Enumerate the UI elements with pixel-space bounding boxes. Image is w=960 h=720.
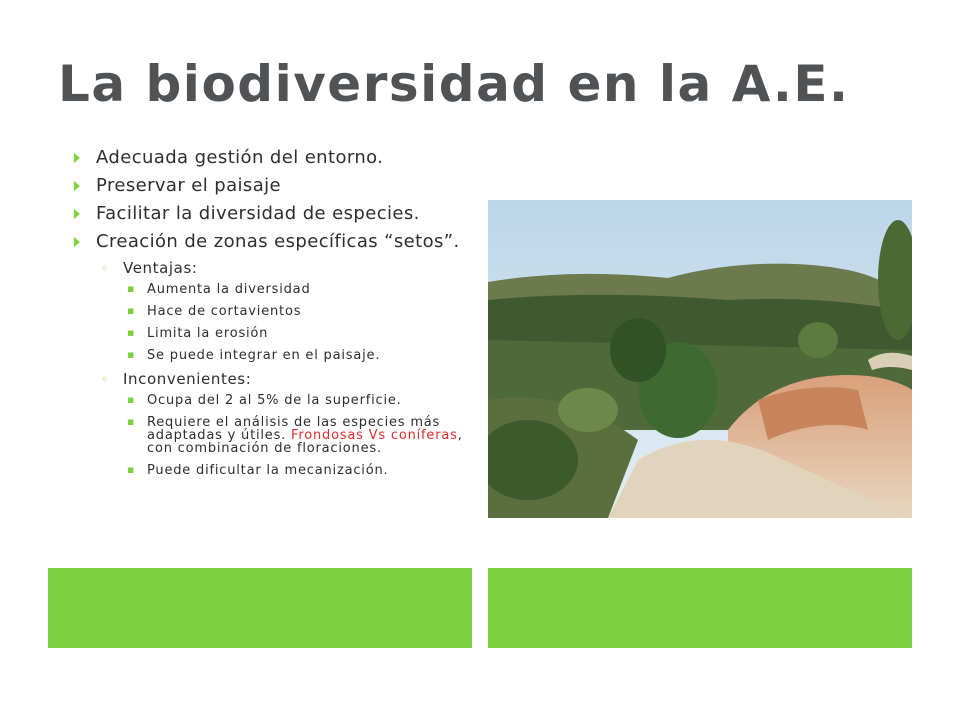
detail-text: Hace de cortavientos [147,304,302,319]
bullet-item [74,176,474,195]
arrow-bullet-icon [74,181,80,191]
slide-title: La biodiversidad en la A.E. [58,55,850,113]
detail-text: Se puede integrar en el paisaje. [147,348,381,363]
detail-text-post: , con combinación de floraciones. [147,428,463,456]
dot-bullet-icon: ▪ [127,348,136,361]
bullet-text: Adecuada gestión del entorno. [96,147,384,168]
arrow-bullet-icon [74,153,80,163]
sub-bullet-inconvenientes [74,371,474,388]
highlight-text: Frondosas Vs coníferas [291,428,458,443]
green-panel-left [48,568,472,648]
arrow-bullet-icon [74,237,80,247]
dot-bullet-icon: ▪ [127,393,136,406]
dot-bullet-icon: ▪ [127,415,136,428]
landscape-photo [488,200,912,518]
bullet-text: Facilitar la diversidad de especies. [96,203,420,224]
detail-item [74,394,474,407]
bullet-item [74,148,474,167]
detail-item [74,305,474,318]
detail-text: Puede dificultar la mecanización. [147,463,389,478]
detail-item [74,283,474,296]
detail-text-pre: Requiere el análisis de las especies más adaptadas y útiles. [147,415,441,443]
dot-bullet-icon: ▪ [127,304,136,317]
sub-bullet-text: Ventajas: [123,259,198,277]
bullet-text: Creación de zonas específicas “setos”. [96,231,460,252]
sub-bullet-ventajas [74,260,474,277]
bullet-text: Preservar el paisaje [96,175,282,196]
detail-item [74,464,474,477]
green-panel-right [488,568,912,648]
detail-item [74,327,474,340]
bullet-item [74,204,474,223]
slide-content [74,148,474,486]
dot-bullet-icon: ▪ [127,463,136,476]
detail-item [74,349,474,362]
detail-text: Ocupa del 2 al 5% de la superficie. [147,393,402,408]
detail-text: Aumenta la diversidad [147,282,311,297]
dot-bullet-icon: ▪ [127,326,136,339]
detail-text: Limita la erosión [147,326,269,341]
arrow-bullet-icon [74,209,80,219]
circle-bullet-icon: ◦ [101,372,109,386]
detail-item [74,416,474,455]
circle-bullet-icon: ◦ [101,261,109,275]
dot-bullet-icon: ▪ [127,282,136,295]
sub-bullet-text: Inconvenientes: [123,370,252,388]
bullet-item [74,232,474,251]
